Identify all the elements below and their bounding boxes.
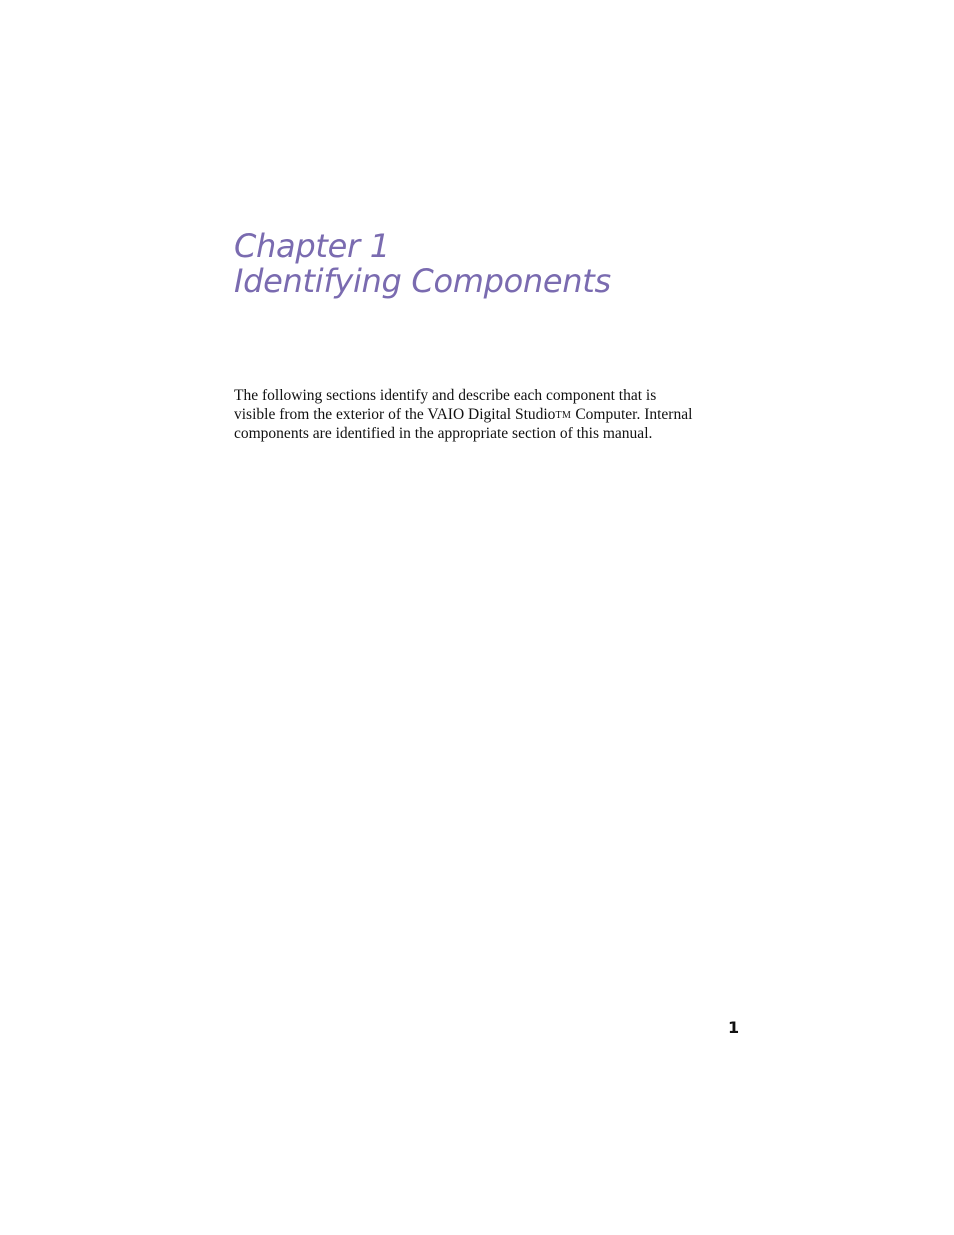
- chapter-label: Chapter 1: [234, 227, 390, 265]
- intro-line-2-text: visible from the exterior of the VAIO Digital Studio: [234, 405, 556, 423]
- intro-line-1: The following sections identify and describe each component that is: [234, 387, 657, 404]
- chapter-heading: [234, 229, 611, 299]
- intro-line-3: components are identified in the appropriate section of this manual.: [234, 425, 653, 442]
- intro-line-2: [234, 406, 754, 426]
- page-number: 1: [728, 1018, 740, 1037]
- trademark-symbol: TM: [555, 409, 572, 421]
- intro-paragraph: [234, 387, 754, 444]
- intro-line-2-rest: Computer. Internal: [571, 405, 693, 423]
- chapter-title: Identifying Components: [234, 262, 611, 300]
